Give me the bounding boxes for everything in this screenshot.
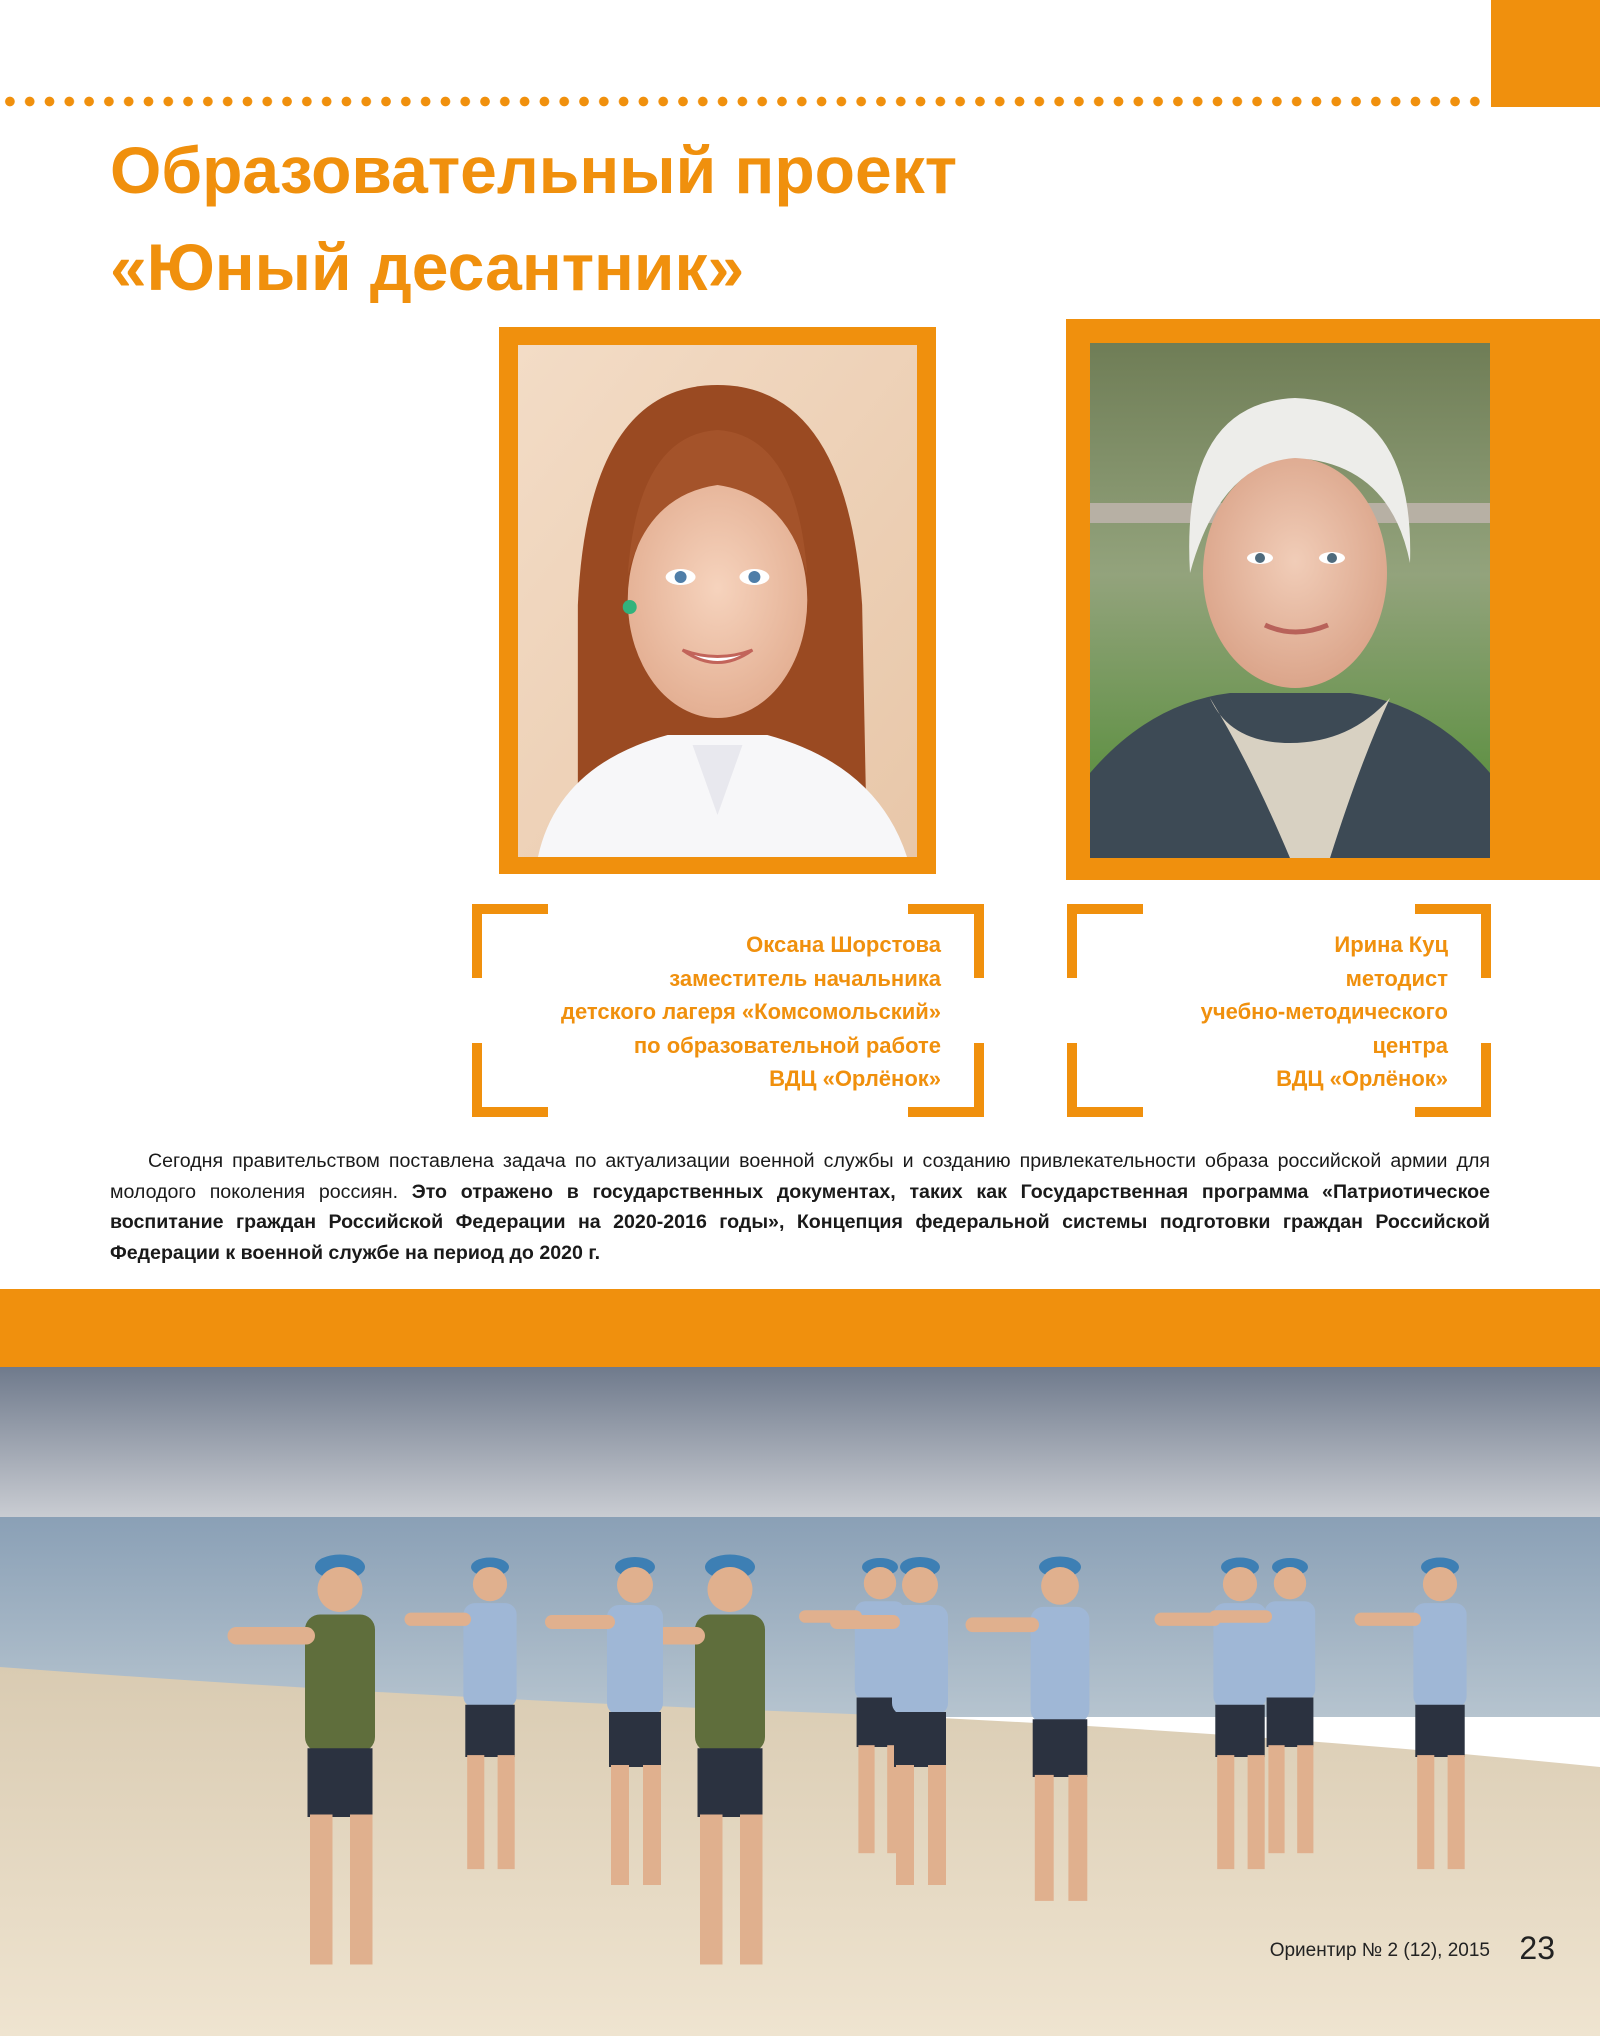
bracket-corner <box>1067 904 1143 978</box>
person-role-line: детского лагеря «Комсомольский» <box>560 999 941 1024</box>
beach-training-photo <box>0 1367 1600 2036</box>
footer-issue: Ориентир № 2 (12), 2015 <box>1269 1940 1490 1961</box>
title-line-2: «Юный десантник» <box>110 230 745 304</box>
corner-accent-block <box>1491 0 1600 107</box>
person-org: ВДЦ «Орлёнок» <box>769 1066 941 1091</box>
bracket-corner <box>472 1043 548 1117</box>
person-role-line: методист <box>1345 965 1448 991</box>
person-role-line: заместитель начальника <box>669 965 941 991</box>
person-role-line: по образовательной работе <box>633 1032 941 1058</box>
bracket-corner <box>472 904 548 978</box>
intro-regular: Сегодня правительством поставлена задача по актуализации военной службы и созданию привлекательности образа российской армии для молодого поколения россиян. <box>110 1150 1490 1203</box>
caption-person-2 <box>1067 904 1491 1117</box>
person-role-line: центра <box>1372 1032 1448 1058</box>
caption-text <box>561 928 941 1096</box>
person-name: Ирина Куц <box>1334 932 1448 957</box>
intro-paragraph <box>110 1146 1490 1268</box>
person-role-line: учебно-методического <box>1200 999 1448 1024</box>
person-name: Оксана Шорстова <box>746 932 941 957</box>
person-org: ВДЦ «Орлёнок» <box>1276 1066 1448 1091</box>
title-line-1: Образовательный проект <box>110 133 958 207</box>
page-number: 23 <box>1519 1930 1555 1966</box>
caption-text <box>1201 928 1448 1096</box>
portrait-photo-2 <box>1090 343 1490 858</box>
portrait-photo-1 <box>518 345 917 857</box>
bracket-corner <box>1067 1043 1143 1117</box>
caption-person-1 <box>472 904 984 1117</box>
intro-bold: Это отражено в государственных документах, таких как Государственная программа «Патриотическое воспитание граждан Российской Федерации на 2020-2016 годы», Концепция федеральной системы подготовки граждан Российской Федерации к военной службе на период до 2020 г. <box>110 1180 1490 1264</box>
dotted-rule <box>0 96 1484 107</box>
page-title <box>110 122 1210 316</box>
orange-band <box>0 1289 1600 1367</box>
